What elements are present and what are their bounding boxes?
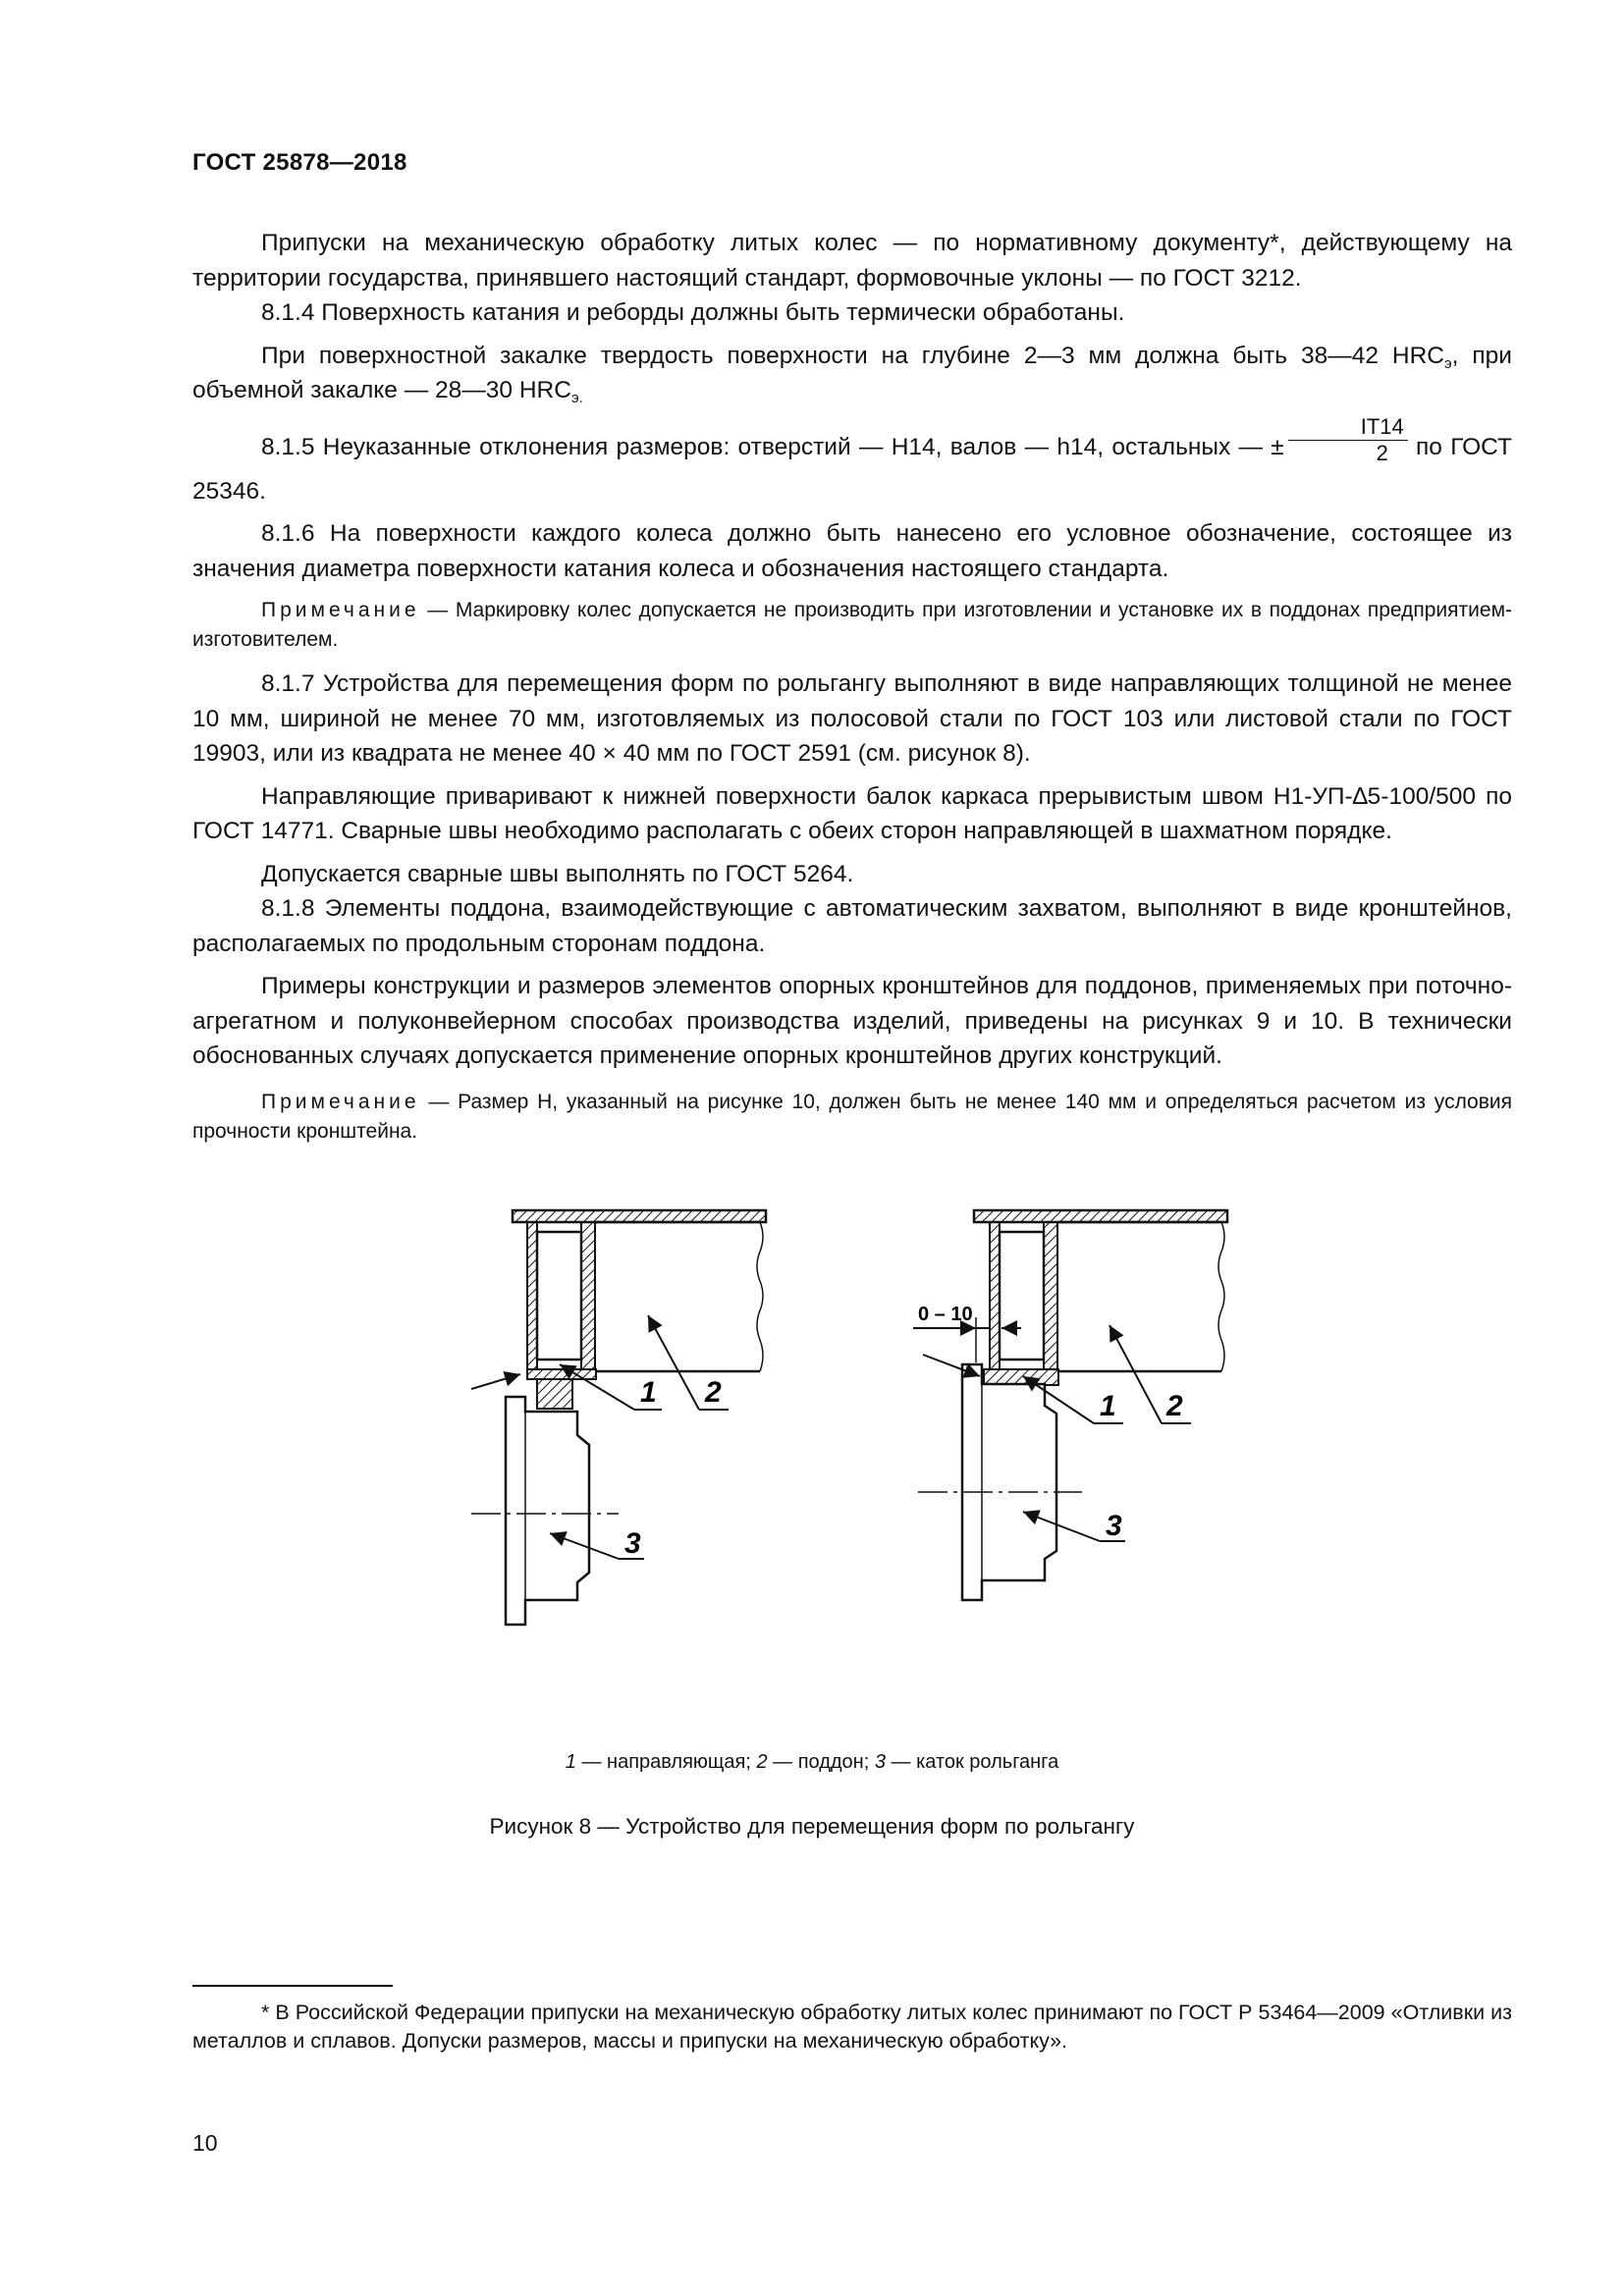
label-3-right: 3 [1106,1510,1122,1542]
left-assembly [471,1210,766,1625]
paragraph-bracket-examples: Примеры конструкции и размеров элементов опорных кронштейнов для поддонов, применяемых при поточно-агрегатном и полуконвейерном способах производства изделий, приведены на рисунках 9 и 10. В технически обоснованных случаях допускается применение опорных кронштейнов других конструкций. [192,973,1512,1069]
dimension-0-10: 0 – 10 [918,1304,973,1325]
page-number: 10 [192,2130,218,2156]
paragraph-allowances: Припуски на механическую обработку литых колес — по нормативному документу*, действующему на территории государства, принявшего настоящий стандарт, формовочные уклоны — по ГОСТ 3212. [192,230,1512,292]
main-text [192,226,1512,1158]
label-1-left: 1 [640,1376,657,1409]
paragraph-welding-alt: Допускается сварные швы выполнять по ГОСТ 5264. [261,860,854,887]
paragraph-8-1-7: 8.1.7 Устройства для перемещения форм по рольгангу выполняют в виде направляющих толщиной не менее 10 мм, шириной не менее 70 мм, изготовляемых из полосовой стали по ГОСТ 103 или листовой стали по ГОСТ 19903, или из квадрата не менее 40 × 40 мм по ГОСТ 2591 (см. рисунок 8). [192,670,1512,767]
paragraph-8-1-8: 8.1.8 Элементы поддона, взаимодействующие с автоматическим захватом, выполняют в виде кронштейнов, располагаемых по продольным сторонам поддона. [192,895,1512,957]
document-header: ГОСТ 25878—2018 [192,149,407,176]
figure-caption: Рисунок 8 — Устройство для перемещения форм по рольгангу [489,1814,1135,1839]
label-2-left: 2 [705,1376,722,1409]
paragraph-8-1-6: 8.1.6 На поверхности каждого колеса должно быть нанесено его условное обозначение, состоящее из значения диаметра поверхности катания колеса и обозначения настоящего стандарта. [192,520,1512,582]
figure-legend: 1 — направляющая; 2 — поддон; 3 — каток рольганга [565,1751,1059,1773]
paragraph-8-1-4: 8.1.4 Поверхность катания и реборды должны быть термически обработаны. [261,299,1125,326]
footnote-divider [192,1985,393,1987]
note-dimension-h: Примечание — Размер Н, указанный на рисунке 10, должен быть не менее 140 мм и определяться расчетом из условия прочности кронштейна. [192,1090,1512,1143]
paragraph-welding: Направляющие приваривают к нижней поверхности балок каркаса прерывистым швом Н1-УП-∆5-100/500 по ГОСТ 14771. Сварные швы необходимо располагать с обеих сторон направляющей в шахматном порядке. [192,782,1512,844]
figure-8-drawing [471,1188,1237,1737]
right-assembly [913,1210,1227,1600]
label-2-right: 2 [1166,1390,1183,1422]
tolerance-fraction: $\frac{IT14}{2}$ [1288,414,1408,466]
label-3-left: 3 [624,1527,641,1560]
footnote: * В Российской Федерации припуски на механическую обработку литых колес принимают по ГОСТ Р 53464—2009 «Отливки из металлов и сплавов. Допуски размеров, массы и припуски на механическую обработку». [192,2001,1512,2053]
paragraph-hardness: При поверхностной закалке твердость поверхности на глубине 2—3 мм должна быть 38—42 $HRC_э$, при объемной закалке — 28—30 $HRC_{э.}$ [192,342,1512,406]
label-1-right: 1 [1100,1390,1116,1422]
paragraph-8-1-5: 8.1.5 Неуказанные отклонения размеров: отверстий — H14, валов — h14, остальных — ± $\frac{IT14}{2}$ по ГОСТ 25346. [192,413,1512,505]
note-marking: Примечание — Маркировку колес допускается не производить при изготовлении и установке их в поддонах предприятием-изготовителем. [192,599,1512,651]
